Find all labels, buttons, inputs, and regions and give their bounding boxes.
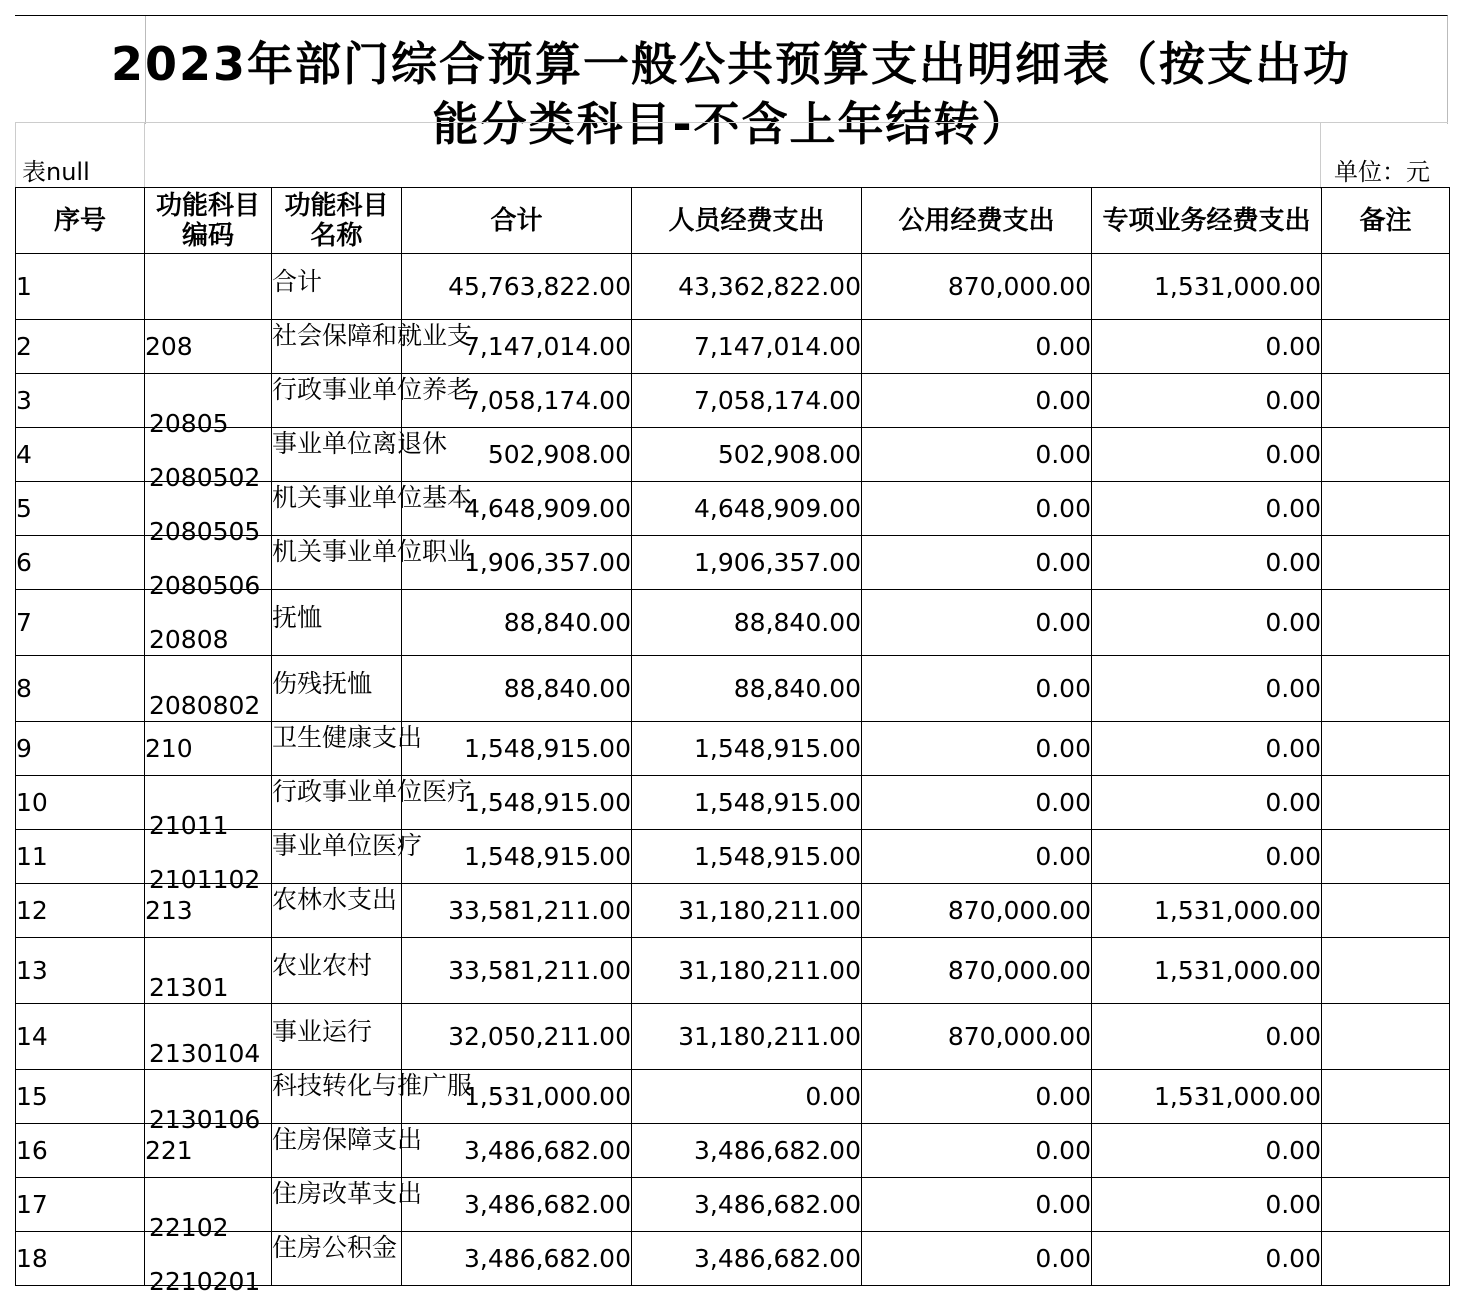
cell-code <box>145 1070 272 1134</box>
cell-code-text: 2080505 <box>149 517 261 546</box>
cell-code <box>145 374 272 438</box>
cell-code-text: 21301 <box>149 973 229 1002</box>
table-row <box>16 722 1450 776</box>
cell-name-text: 住房公积金 <box>272 1233 398 1262</box>
cell-remarks <box>1322 536 1450 590</box>
cell-special: 0.00 <box>1092 482 1322 536</box>
table-row <box>16 884 1450 938</box>
table-row <box>16 1070 1450 1124</box>
cell-remarks <box>1322 722 1450 776</box>
cell-code-text: 210 <box>145 733 193 763</box>
cell-name-text: 住房保障支出 <box>272 1125 423 1154</box>
cell-code <box>145 536 272 600</box>
table-label: 表null <box>22 158 90 186</box>
cell-remarks <box>1322 1178 1450 1232</box>
cell-total: 3,486,682.00 <box>402 1178 632 1232</box>
cell-public: 0.00 <box>862 1178 1092 1232</box>
cell-code-text: 2080502 <box>149 463 261 492</box>
cell-special: 0.00 <box>1092 374 1322 428</box>
cell-special: 0.00 <box>1092 1124 1322 1178</box>
cell-special: 0.00 <box>1092 536 1322 590</box>
cell-public: 870,000.00 <box>862 938 1092 1004</box>
cell-index: 13 <box>16 938 145 1004</box>
cell-remarks <box>1322 320 1450 374</box>
cell-code-text: 2080506 <box>149 571 261 600</box>
cell-personnel: 3,486,682.00 <box>632 1232 862 1286</box>
unit-label: 单位：元 <box>1334 158 1430 186</box>
cell-code <box>145 590 272 656</box>
cell-total: 45,763,822.00 <box>402 254 632 320</box>
cell-total: 4,648,909.00 <box>402 482 632 536</box>
cell-code <box>145 656 272 722</box>
cell-name <box>272 428 448 482</box>
cell-total: 7,058,174.00 <box>402 374 632 428</box>
cell-name-text: 住房改革支出 <box>272 1179 423 1208</box>
cell-public: 0.00 <box>862 830 1092 884</box>
cell-public: 0.00 <box>862 428 1092 482</box>
cell-name-text: 机关事业单位基本 <box>272 483 473 512</box>
cell-public: 0.00 <box>862 320 1092 374</box>
header-remarks: 备注 <box>1322 188 1450 254</box>
cell-code <box>145 1232 272 1296</box>
cell-personnel: 1,906,357.00 <box>632 536 862 590</box>
cell-total: 3,486,682.00 <box>402 1124 632 1178</box>
cell-personnel: 7,058,174.00 <box>632 374 862 428</box>
cell-code <box>145 722 272 776</box>
cell-personnel: 1,548,915.00 <box>632 776 862 830</box>
table-row <box>16 1178 1450 1232</box>
cell-code <box>145 428 272 492</box>
cell-name <box>272 482 473 536</box>
cell-special: 0.00 <box>1092 776 1322 830</box>
header-index: 序号 <box>16 188 145 254</box>
cell-remarks <box>1322 374 1450 428</box>
cell-index: 6 <box>16 536 145 590</box>
cell-name <box>272 1004 402 1070</box>
cell-name <box>272 1178 423 1232</box>
header-name: 功能科目名称 <box>272 188 402 254</box>
cell-personnel: 31,180,211.00 <box>632 938 862 1004</box>
cell-code-text: 2210201 <box>149 1267 261 1296</box>
cell-name <box>272 320 473 374</box>
cell-personnel: 7,147,014.00 <box>632 320 862 374</box>
cell-public: 870,000.00 <box>862 254 1092 320</box>
cell-name-text: 事业单位医疗 <box>272 831 423 860</box>
cell-special: 0.00 <box>1092 1232 1322 1286</box>
cell-public: 0.00 <box>862 722 1092 776</box>
cell-name-text: 卫生健康支出 <box>272 723 423 752</box>
cell-code-text: 2080802 <box>149 691 261 720</box>
cell-public: 0.00 <box>862 1124 1092 1178</box>
cell-total: 1,531,000.00 <box>402 1070 632 1124</box>
cell-personnel: 4,648,909.00 <box>632 482 862 536</box>
title-line-2: 能分类科目-不含上年结转） <box>432 97 1030 151</box>
cell-public: 0.00 <box>862 776 1092 830</box>
cell-public: 0.00 <box>862 374 1092 428</box>
cell-index: 12 <box>16 884 145 938</box>
cell-code-text: 2101102 <box>149 865 261 894</box>
cell-special: 0.00 <box>1092 722 1322 776</box>
cell-personnel: 43,362,822.00 <box>632 254 862 320</box>
cell-name-text: 机关事业单位职业 <box>272 537 473 566</box>
cell-index: 9 <box>16 722 145 776</box>
cell-remarks <box>1322 482 1450 536</box>
cell-name-text: 抚恤 <box>272 603 323 632</box>
cell-remarks <box>1322 656 1450 722</box>
cell-personnel: 88,840.00 <box>632 656 862 722</box>
cell-index: 8 <box>16 656 145 722</box>
header-total: 合计 <box>402 188 632 254</box>
cell-code <box>145 1178 272 1242</box>
header-code: 功能科目编码 <box>145 188 272 254</box>
cell-remarks <box>1322 590 1450 656</box>
cell-remarks <box>1322 776 1450 830</box>
cell-personnel: 3,486,682.00 <box>632 1124 862 1178</box>
cell-public: 0.00 <box>862 1232 1092 1286</box>
header-special: 专项业务经费支出 <box>1092 188 1322 254</box>
cell-index: 16 <box>16 1124 145 1178</box>
cell-total: 3,486,682.00 <box>402 1232 632 1286</box>
cell-public: 0.00 <box>862 590 1092 656</box>
cell-public: 0.00 <box>862 536 1092 590</box>
cell-remarks <box>1322 884 1450 938</box>
cell-total: 33,581,211.00 <box>402 938 632 1004</box>
cell-code <box>145 320 272 374</box>
cell-index: 1 <box>16 254 145 320</box>
cell-index: 15 <box>16 1070 145 1124</box>
cell-special: 0.00 <box>1092 1178 1322 1232</box>
cell-special: 1,531,000.00 <box>1092 254 1322 320</box>
cell-index: 11 <box>16 830 145 884</box>
cell-name <box>272 776 473 830</box>
header-row <box>16 188 1450 254</box>
cell-index: 17 <box>16 1178 145 1232</box>
cell-name-text: 农林水支出 <box>272 885 398 914</box>
cell-code-text: 213 <box>145 895 193 925</box>
cell-index: 18 <box>16 1232 145 1286</box>
cell-remarks <box>1322 1004 1450 1070</box>
cell-name <box>272 938 402 1004</box>
cell-special: 1,531,000.00 <box>1092 884 1322 938</box>
cell-special: 0.00 <box>1092 428 1322 482</box>
cell-code-text: 22102 <box>149 1213 229 1242</box>
table-row <box>16 536 1450 590</box>
cell-name-text: 行政事业单位养老 <box>272 375 473 404</box>
cell-personnel: 88,840.00 <box>632 590 862 656</box>
cell-total: 88,840.00 <box>402 656 632 722</box>
cell-name <box>272 1124 423 1178</box>
cell-total: 33,581,211.00 <box>402 884 632 938</box>
cell-personnel: 31,180,211.00 <box>632 884 862 938</box>
title-line-1: 2023年部门综合预算一般公共预算支出明细表（按支出功 <box>110 37 1352 91</box>
table-row <box>16 320 1450 374</box>
cell-remarks <box>1322 830 1450 884</box>
cell-personnel: 3,486,682.00 <box>632 1178 862 1232</box>
cell-name-text: 科技转化与推广服 <box>272 1071 473 1100</box>
table-row <box>16 830 1450 884</box>
cell-index: 10 <box>16 776 145 830</box>
cell-special: 0.00 <box>1092 590 1322 656</box>
cell-total: 1,548,915.00 <box>402 722 632 776</box>
cell-name-text: 行政事业单位医疗 <box>272 777 473 806</box>
cell-special: 0.00 <box>1092 320 1322 374</box>
cell-remarks <box>1322 938 1450 1004</box>
cell-code-text: 20805 <box>149 409 229 438</box>
cell-special: 0.00 <box>1092 830 1322 884</box>
header-public: 公用经费支出 <box>862 188 1092 254</box>
table-row <box>16 1232 1450 1286</box>
cell-code <box>145 830 272 894</box>
cell-index: 14 <box>16 1004 145 1070</box>
cell-remarks <box>1322 1124 1450 1178</box>
cell-code-text: 208 <box>145 331 193 361</box>
table-row <box>16 254 1450 320</box>
cell-public: 870,000.00 <box>862 884 1092 938</box>
cell-code-text: 2130104 <box>149 1039 261 1068</box>
cell-special: 0.00 <box>1092 1004 1322 1070</box>
cell-code-text: 221 <box>145 1135 193 1165</box>
cell-code <box>145 482 272 546</box>
cell-index: 2 <box>16 320 145 374</box>
cell-name <box>272 374 473 428</box>
header-personnel: 人员经费支出 <box>632 188 862 254</box>
cell-personnel: 1,548,915.00 <box>632 722 862 776</box>
cell-name <box>272 254 402 320</box>
budget-table <box>15 187 1450 1296</box>
cell-name-text: 伤残抚恤 <box>272 669 373 698</box>
cell-index: 3 <box>16 374 145 428</box>
cell-total: 88,840.00 <box>402 590 632 656</box>
cell-name <box>272 884 402 938</box>
cell-total: 7,147,014.00 <box>402 320 632 374</box>
cell-total: 1,548,915.00 <box>402 830 632 884</box>
cell-name-text: 农业农村 <box>272 951 373 980</box>
cell-code <box>145 1004 272 1070</box>
cell-total: 1,548,915.00 <box>402 776 632 830</box>
table-row <box>16 656 1450 722</box>
cell-special: 1,531,000.00 <box>1092 1070 1322 1124</box>
cell-public: 870,000.00 <box>862 1004 1092 1070</box>
cell-code <box>145 884 272 938</box>
cell-special: 1,531,000.00 <box>1092 938 1322 1004</box>
cell-name <box>272 536 473 590</box>
cell-code <box>145 254 272 320</box>
cell-index: 5 <box>16 482 145 536</box>
cell-code <box>145 938 272 1004</box>
cell-code-text: 2130106 <box>149 1105 261 1134</box>
cell-name-text: 事业运行 <box>272 1017 373 1046</box>
cell-index: 7 <box>16 590 145 656</box>
cell-name <box>272 830 423 884</box>
cell-name-text: 事业单位离退休 <box>272 429 448 458</box>
cell-remarks <box>1322 1232 1450 1286</box>
cell-special: 0.00 <box>1092 656 1322 722</box>
cell-personnel: 502,908.00 <box>632 428 862 482</box>
cell-code-text: 20808 <box>149 625 229 654</box>
cell-remarks <box>1322 254 1450 320</box>
cell-remarks <box>1322 428 1450 482</box>
cell-name <box>272 1232 402 1286</box>
cell-code-text: 21011 <box>149 811 229 840</box>
cell-name-text: 合计 <box>272 267 323 296</box>
table-row <box>16 1004 1450 1070</box>
table-row <box>16 482 1450 536</box>
table-row <box>16 1124 1450 1178</box>
cell-index: 4 <box>16 428 145 482</box>
cell-name <box>272 656 402 722</box>
cell-personnel: 31,180,211.00 <box>632 1004 862 1070</box>
cell-remarks <box>1322 1070 1450 1124</box>
cell-total: 1,906,357.00 <box>402 536 632 590</box>
cell-code <box>145 1124 272 1178</box>
cell-total: 32,050,211.00 <box>402 1004 632 1070</box>
table-row <box>16 428 1450 482</box>
table-row <box>16 590 1450 656</box>
cell-personnel: 1,548,915.00 <box>632 830 862 884</box>
cell-name <box>272 1070 473 1124</box>
cell-code <box>145 776 272 840</box>
cell-name-text: 社会保障和就业支 <box>272 321 473 350</box>
table-row <box>16 374 1450 428</box>
table-row <box>16 938 1450 1004</box>
table-row <box>16 776 1450 830</box>
cell-public: 0.00 <box>862 656 1092 722</box>
sheet-grid-strip <box>15 122 1448 189</box>
cell-public: 0.00 <box>862 1070 1092 1124</box>
cell-personnel: 0.00 <box>632 1070 862 1124</box>
cell-total: 502,908.00 <box>402 428 632 482</box>
cell-name <box>272 722 423 776</box>
report-title <box>15 15 1448 151</box>
cell-public: 0.00 <box>862 482 1092 536</box>
cell-name <box>272 590 402 656</box>
